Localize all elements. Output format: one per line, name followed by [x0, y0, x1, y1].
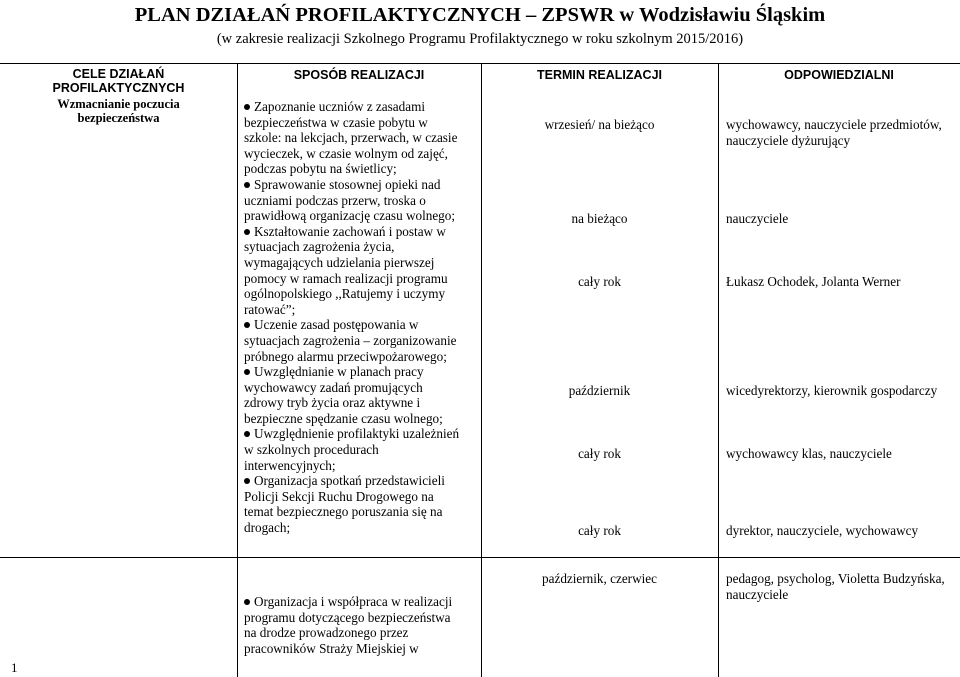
- responsible-line: nauczyciele dyżurujący: [726, 132, 851, 148]
- method-line: Zapoznanie uczniów z zasadami: [254, 99, 425, 114]
- header-responsible: ODPOWIEDZIALNI: [784, 68, 894, 82]
- method-line: temat bezpiecznego poruszania się na: [244, 504, 443, 520]
- method-line: wycieczek, w czasie wolnym od zajęć,: [244, 145, 448, 161]
- method-line: sytuacjach zagrożenia – zorganizowanie: [244, 332, 457, 348]
- term-cell: cały rok: [578, 446, 621, 461]
- method-line: Uczenie zasad postępowania w: [254, 317, 419, 333]
- method-line: bezpieczne spędzanie czasu wolnego;: [244, 410, 443, 426]
- method-line: na drodze prowadzonego przez: [244, 625, 409, 641]
- method-line: szkole: na lekcjach, przerwach, w czasie: [244, 130, 458, 146]
- responsible-line: wicedyrektorzy, kierownik gospodarczy: [726, 383, 938, 398]
- bullet-icon: [244, 599, 250, 605]
- responsible-line: wychowawcy, nauczyciele przedmiotów,: [726, 117, 942, 132]
- methods-list: [244, 99, 478, 536]
- table-top-border: [0, 63, 960, 64]
- method-line: ratować”;: [244, 301, 296, 317]
- method-line: wymagających udzielania pierwszej: [244, 254, 435, 270]
- method-item: [244, 594, 478, 656]
- method-line: podczas pobytu na świetlicy;: [244, 161, 397, 177]
- responsible-cell: [726, 446, 958, 462]
- method-item: [244, 473, 478, 535]
- term-cell: cały rok: [578, 523, 621, 538]
- method-line: interwencyjnych;: [244, 457, 336, 473]
- responsible-cell: [726, 274, 958, 290]
- method-line: prawidłową organizację czasu wolnego;: [244, 208, 456, 224]
- method-item: [244, 224, 478, 318]
- term-cell: na bieżąco: [571, 211, 628, 226]
- column-divider-1: [237, 63, 238, 677]
- header-goals-line1: CELE DZIAŁAŃ: [72, 67, 165, 81]
- method-line: Uwzględnianie w planach pracy: [254, 364, 424, 380]
- goal-line2: bezpieczeństwa: [77, 111, 160, 125]
- method-line: pracowników Straży Miejskiej w: [244, 640, 419, 656]
- document-subtitle: (w zakresie realizacji Szkolnego Programu Profilaktycznego w roku szkolnym 2015/2016): [216, 31, 744, 47]
- method-item: [244, 364, 478, 426]
- method-line: bezpieczeństwa w czasie pobytu w: [244, 114, 428, 130]
- responsible-cell: [726, 571, 958, 602]
- bullet-icon: [244, 229, 250, 235]
- page-number: 1: [11, 660, 18, 675]
- responsible-cell: [726, 211, 958, 227]
- header-goals: [0, 67, 237, 95]
- bullet-icon: [244, 182, 250, 188]
- header-method: SPOSÓB REALIZACJI: [293, 68, 425, 82]
- responsible-line: nauczyciele: [726, 586, 789, 602]
- method-line: pomocy w ramach realizacji programu: [244, 270, 448, 286]
- method-line: Uwzględnienie profilaktyki uzależnień: [254, 426, 460, 442]
- method-line: w szkolnych procedurach: [244, 442, 379, 458]
- responsible-line: pedagog, psycholog, Violetta Budzyńska,: [726, 571, 945, 586]
- term-cell: cały rok: [578, 274, 621, 289]
- method-line: drogach;: [244, 520, 291, 536]
- bullet-icon: [244, 104, 250, 110]
- term-cell: październik: [568, 383, 631, 398]
- responsible-cell: [726, 523, 958, 539]
- method-line: sytuacjach zagrożenia życia,: [244, 239, 395, 255]
- methods-list-2: [244, 594, 478, 656]
- method-line: próbnego alarmu przeciwpożarowego;: [244, 348, 447, 364]
- responsible-line: dyrektor, nauczyciele, wychowawcy: [726, 523, 919, 538]
- header-term: TERMIN REALIZACJI: [537, 68, 662, 82]
- term-cell: wrzesień/ na bieżąco: [544, 117, 655, 132]
- method-item: [244, 317, 478, 364]
- method-item: [244, 426, 478, 473]
- responsible-line: Łukasz Ochodek, Jolanta Werner: [726, 274, 901, 289]
- method-line: Policji Sekcji Ruchu Drogowego na: [244, 488, 434, 504]
- method-line: uczniami podczas przerw, troska o: [244, 192, 426, 208]
- responsible-line: wychowawcy klas, nauczyciele: [726, 446, 892, 461]
- method-line: Organizacja i współpraca w realizacji: [254, 594, 453, 609]
- column-divider-3: [718, 63, 719, 677]
- method-line: Kształtowanie zachowań i postaw w: [254, 223, 446, 239]
- term-cell: październik, czerwiec: [542, 571, 657, 586]
- responsible-cell: [726, 383, 958, 399]
- document-title: PLAN DZIAŁAŃ PROFILAKTYCZNYCH – ZPSWR w Wodzisławiu Śląskim: [134, 4, 826, 26]
- method-line: programu dotyczącego bezpieczeństwa: [244, 609, 451, 625]
- header-goals-line2: PROFILAKTYCZNYCH: [52, 81, 185, 95]
- method-line: Organizacja spotkań przedstawicieli: [254, 473, 445, 489]
- method-item: [244, 99, 478, 177]
- goal-cell: [0, 97, 237, 125]
- method-item: [244, 177, 478, 224]
- method-line: zdrowy tryb życia oraz aktywne i: [244, 395, 421, 411]
- method-line: Sprawowanie stosownej opieki nad: [254, 176, 441, 192]
- table-row-divider: [0, 557, 960, 558]
- goal-line1: Wzmacnianie poczucia: [57, 97, 180, 111]
- responsible-cell: [726, 117, 958, 148]
- method-line: wychowawcy zadań promujących: [244, 379, 423, 395]
- method-line: ogólnopolskiego ,,Ratujemy i uczymy: [244, 286, 446, 302]
- responsible-line: nauczyciele: [726, 211, 789, 226]
